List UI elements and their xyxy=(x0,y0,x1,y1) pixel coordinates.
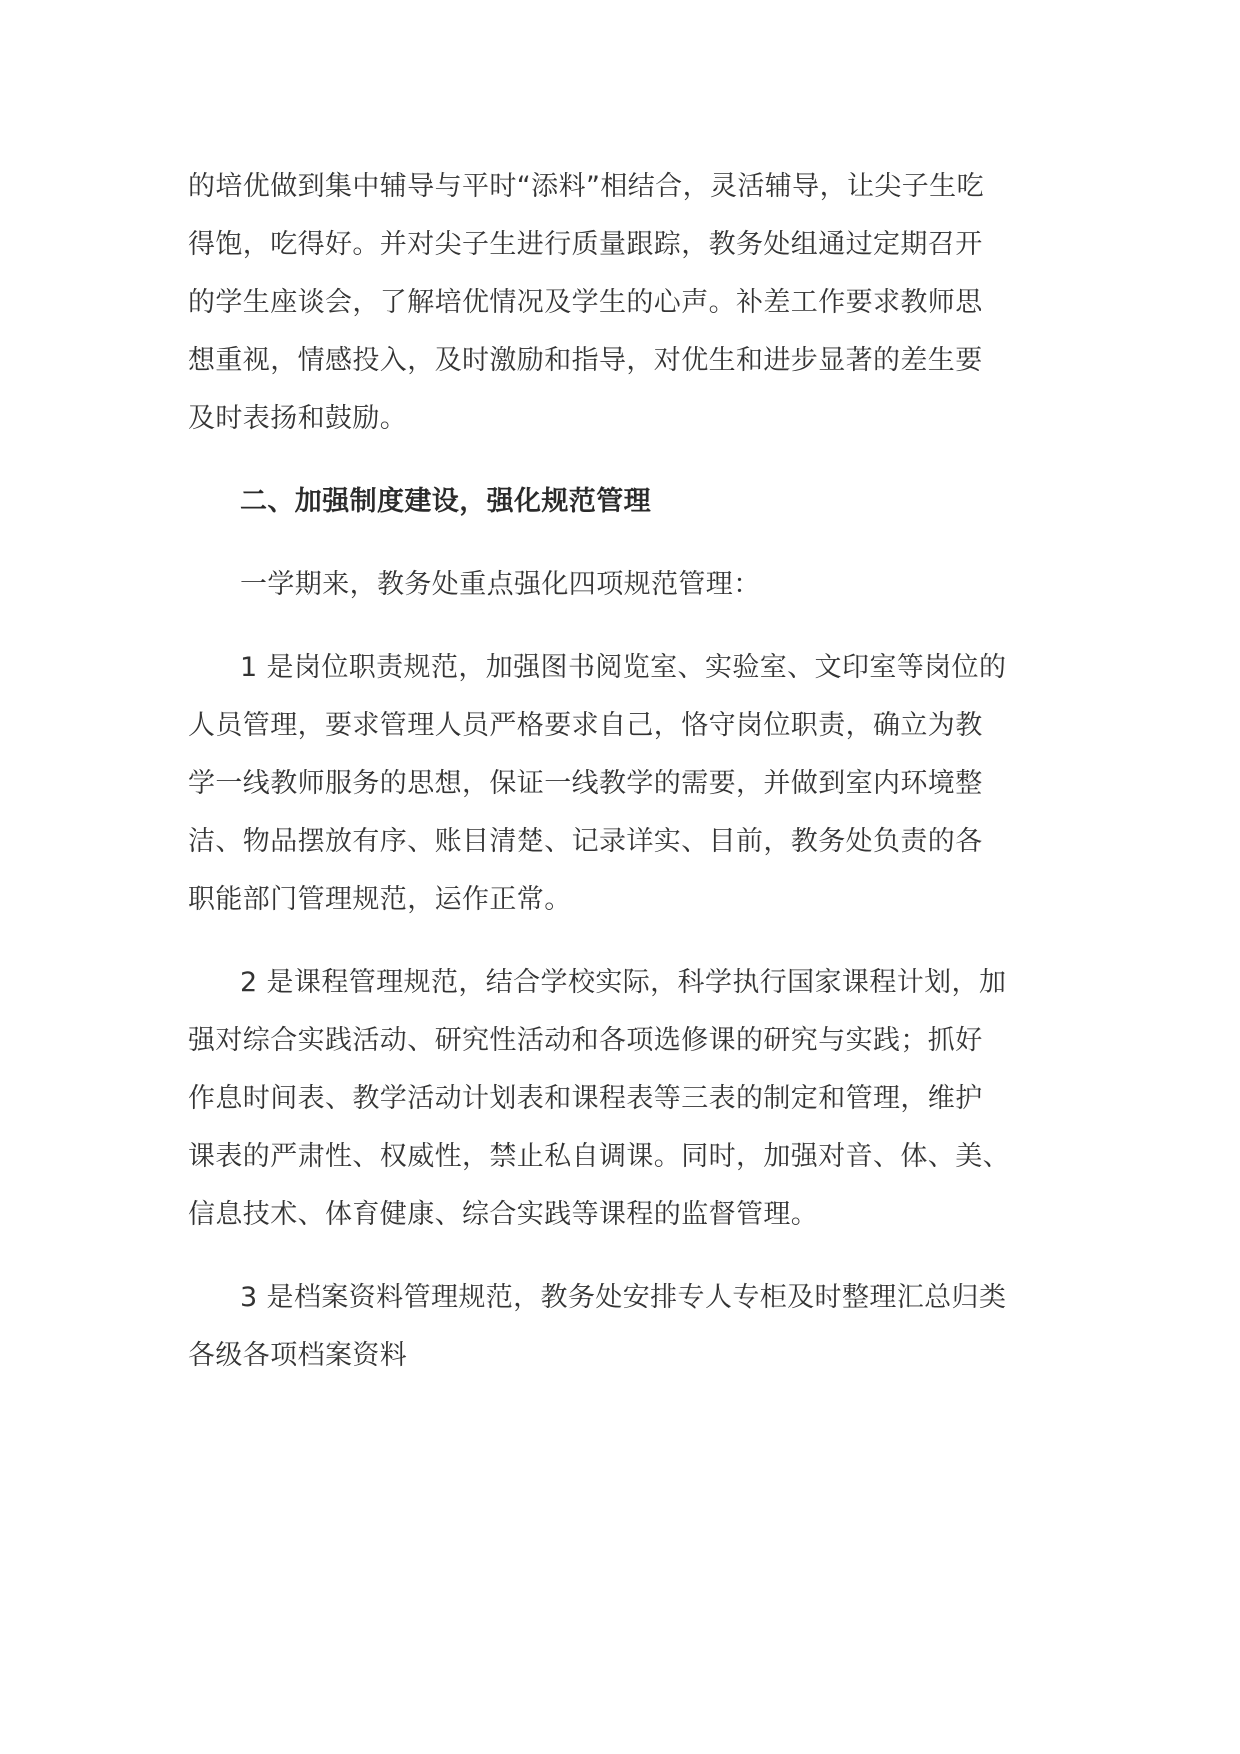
text-line: 作息时间表、教学活动计划表和课程表等三表的制定和管理，维护 xyxy=(188,1083,983,1114)
text-line: 职能部门管理规范，运作正常。 xyxy=(188,884,572,915)
text-line: 1 是岗位职责规范，加强图书阅览室、实验室、文印室等岗位的 xyxy=(240,652,1007,683)
text-line: 3 是档案资料管理规范，教务处安排专人专柜及时整理汇总归类 xyxy=(240,1282,1007,1313)
text-line: 洁、物品摆放有序、账目清楚、记录详实、目前，教务处负责的各 xyxy=(188,826,983,857)
text-line: 2 是课程管理规范，结合学校实际，科学执行国家课程计划，加 xyxy=(240,967,1007,998)
text-line: 强对综合实践活动、研究性活动和各项选修课的研究与实践；抓好 xyxy=(188,1025,983,1056)
text-line: 想重视，情感投入，及时激励和指导，对优生和进步显著的差生要 xyxy=(188,345,983,376)
text-line: 学一线教师服务的思想，保证一线教学的需要，并做到室内环境整 xyxy=(188,768,983,799)
text-line: 课表的严肃性、权威性，禁止私自调课。同时，加强对音、体、美、 xyxy=(188,1141,1010,1172)
text-line: 信息技术、体育健康、综合实践等课程的监督管理。 xyxy=(188,1199,819,1230)
text-line: 人员管理，要求管理人员严格要求自己，恪守岗位职责，确立为教 xyxy=(188,710,983,741)
text-line: 的学生座谈会，了解培优情况及学生的心声。补差工作要求教师思 xyxy=(188,287,983,318)
section-heading-text: 二、加强制度建设，强化规范管理 xyxy=(240,486,651,517)
text-line: 各级各项档案资料 xyxy=(188,1340,408,1371)
text-line: 的培优做到集中辅导与平时“添料”相结合，灵活辅导，让尖子生吃 xyxy=(188,171,984,202)
text-line: 得饱，吃得好。并对尖子生进行质量跟踪，教务处组通过定期召开 xyxy=(188,229,983,260)
text-line: 及时表扬和鼓励。 xyxy=(188,403,408,434)
text-line: 一学期来，教务处重点强化四项规范管理： xyxy=(240,569,761,600)
